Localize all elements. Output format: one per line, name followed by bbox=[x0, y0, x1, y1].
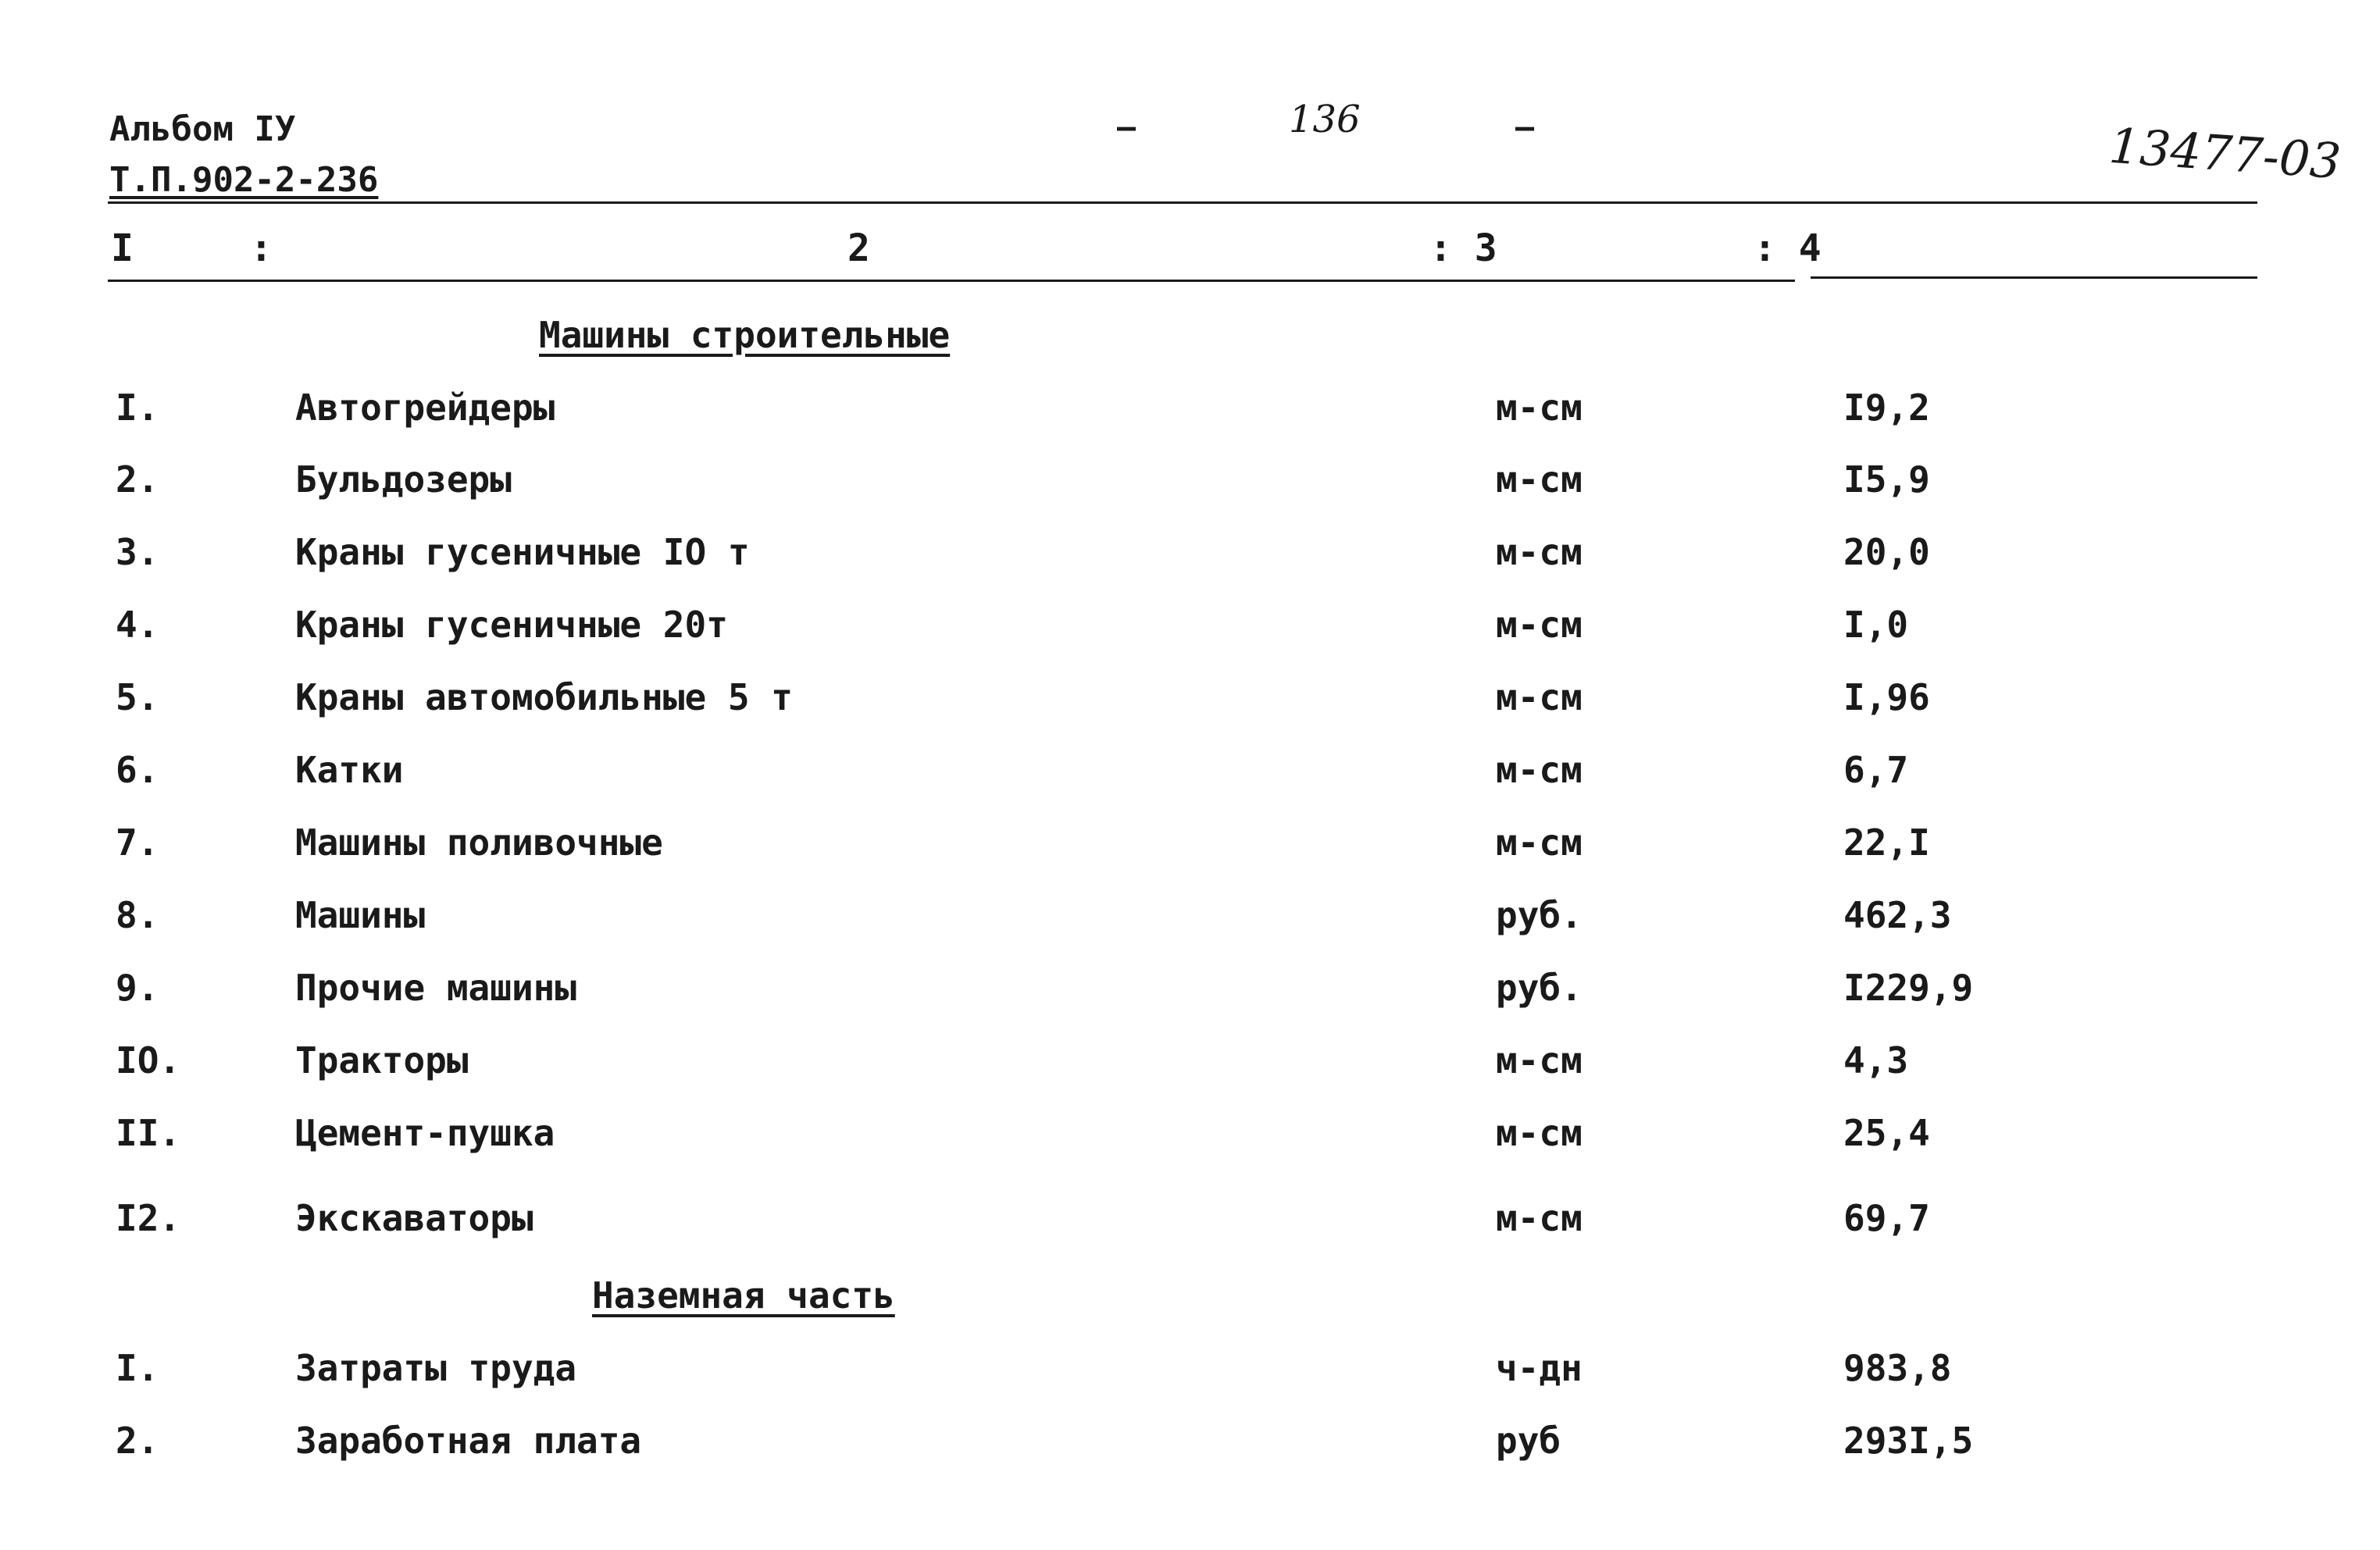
row-number: I2. bbox=[116, 1197, 181, 1239]
row-number: 7. bbox=[116, 821, 159, 864]
row-value: I9,2 bbox=[1843, 387, 1930, 429]
row-name: Катки bbox=[295, 749, 404, 791]
row-value: I,0 bbox=[1843, 604, 1909, 646]
col-header-4: : 4 bbox=[1754, 226, 1822, 270]
row-value: 983,8 bbox=[1843, 1347, 1952, 1389]
row-name: Бульдозеры bbox=[295, 458, 512, 501]
row-name: Прочие машины bbox=[295, 967, 577, 1009]
section-title-ground-part: Наземная часть bbox=[592, 1274, 895, 1317]
col-header-2: 2 bbox=[847, 226, 870, 270]
table-row bbox=[0, 604, 2380, 658]
row-value: I229,9 bbox=[1843, 967, 1974, 1009]
row-unit: руб. bbox=[1496, 894, 1583, 936]
table-row bbox=[0, 1420, 2380, 1474]
row-unit: м-см bbox=[1496, 749, 1583, 791]
row-number: I. bbox=[116, 387, 159, 429]
table-row bbox=[0, 1112, 2380, 1167]
dash-left: – bbox=[1117, 109, 1136, 145]
section-title-machines: Машины строительные bbox=[539, 314, 951, 356]
row-number: I. bbox=[116, 1347, 159, 1389]
row-number: 4. bbox=[116, 604, 159, 646]
row-unit: м-см bbox=[1496, 1112, 1583, 1154]
row-name: Краны гусеничные IO т bbox=[295, 531, 750, 573]
table-row bbox=[0, 967, 2380, 1021]
row-name: Тракторы bbox=[295, 1039, 469, 1081]
row-name: Автогрейдеры bbox=[295, 387, 555, 429]
row-name: Краны гусеничные 20т bbox=[295, 604, 728, 646]
row-name: Заработная плата bbox=[295, 1420, 642, 1462]
row-unit: ч-дн bbox=[1496, 1347, 1583, 1389]
top-rule bbox=[108, 201, 2257, 204]
row-number: 9. bbox=[116, 967, 159, 1009]
table-row bbox=[0, 387, 2380, 441]
row-name: Экскаваторы bbox=[295, 1197, 533, 1239]
row-number: 2. bbox=[116, 458, 159, 501]
row-value: 462,3 bbox=[1843, 894, 1952, 936]
row-unit: руб. bbox=[1496, 967, 1583, 1009]
row-number: IO. bbox=[116, 1039, 181, 1081]
row-name: Краны автомобильные 5 т bbox=[295, 676, 793, 718]
col-header-3: : 3 bbox=[1429, 226, 1497, 270]
table-row bbox=[0, 1347, 2380, 1402]
row-unit: руб bbox=[1496, 1420, 1561, 1462]
table-row bbox=[0, 1039, 2380, 1094]
row-name: Цемент-пушка bbox=[295, 1112, 555, 1154]
dash-right: – bbox=[1515, 109, 1535, 145]
row-name: Затраты труда bbox=[295, 1347, 577, 1389]
row-unit: м-см bbox=[1496, 458, 1583, 501]
row-unit: м-см bbox=[1496, 387, 1583, 429]
row-unit: м-см bbox=[1496, 1197, 1583, 1239]
row-number: 2. bbox=[116, 1420, 159, 1462]
row-value: I5,9 bbox=[1843, 458, 1930, 501]
row-unit: м-см bbox=[1496, 1039, 1583, 1081]
row-value: 22,I bbox=[1843, 821, 1930, 864]
table-row bbox=[0, 458, 2380, 513]
document-code: 13477-03 bbox=[2107, 116, 2343, 191]
row-number: II. bbox=[116, 1112, 181, 1154]
row-value: 6,7 bbox=[1843, 749, 1909, 791]
col-header-sep: : bbox=[250, 226, 273, 270]
table-row bbox=[0, 894, 2380, 949]
row-name: Машины bbox=[295, 894, 426, 936]
table-row bbox=[0, 1197, 2380, 1252]
row-unit: м-см bbox=[1496, 676, 1583, 718]
table-row bbox=[0, 821, 2380, 876]
header-rule-left bbox=[108, 280, 1795, 282]
row-number: 6. bbox=[116, 749, 159, 791]
row-value: 20,0 bbox=[1843, 531, 1930, 573]
table-row bbox=[0, 676, 2380, 731]
row-unit: м-см bbox=[1496, 604, 1583, 646]
row-value: 25,4 bbox=[1843, 1112, 1930, 1154]
row-value: I,96 bbox=[1843, 676, 1930, 718]
row-value: 69,7 bbox=[1843, 1197, 1930, 1239]
row-number: 5. bbox=[116, 676, 159, 718]
col-header-1: I bbox=[111, 226, 134, 270]
row-value: 4,3 bbox=[1843, 1039, 1909, 1081]
row-name: Машины поливочные bbox=[295, 821, 663, 864]
row-unit: м-см bbox=[1496, 531, 1583, 573]
page-number: 136 bbox=[1289, 98, 1361, 141]
row-unit: м-см bbox=[1496, 821, 1583, 864]
album-label: Альбом IУ bbox=[109, 109, 296, 149]
row-number: 3. bbox=[116, 531, 159, 573]
table-row bbox=[0, 531, 2380, 586]
row-number: 8. bbox=[116, 894, 159, 936]
table-row bbox=[0, 749, 2380, 804]
row-value: 293I,5 bbox=[1843, 1420, 1974, 1462]
header-rule-right bbox=[1811, 276, 2257, 279]
project-code: Т.П.902-2-236 bbox=[109, 160, 379, 200]
